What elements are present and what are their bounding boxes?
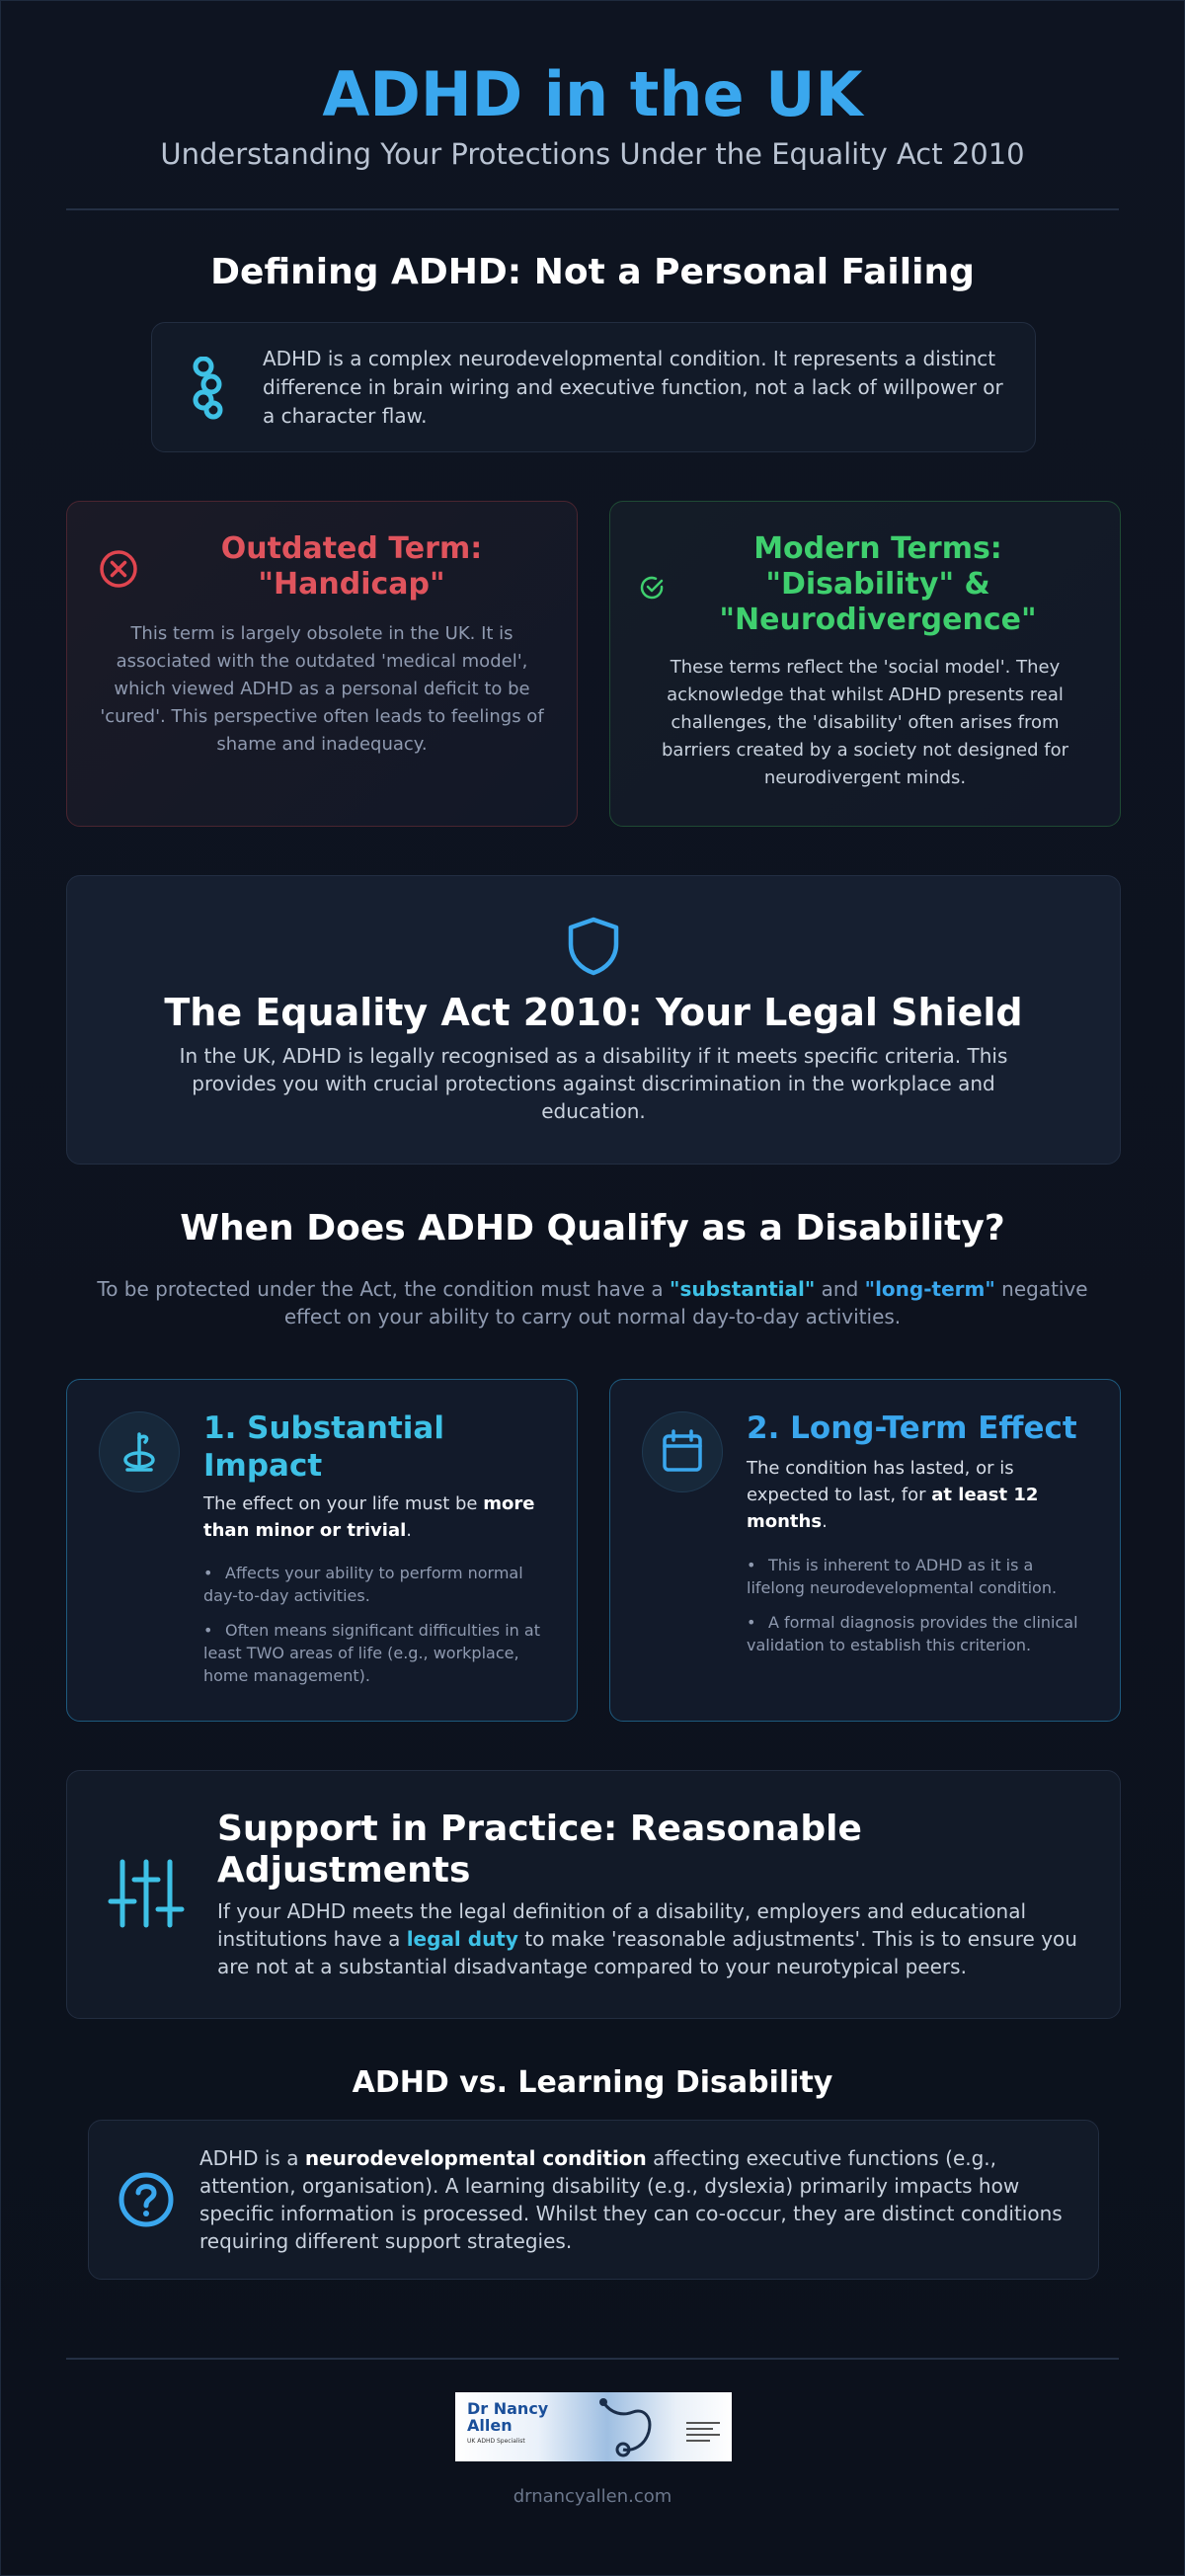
- long-term-body-text: The condition has lasted, or is expected to last, for: [747, 1458, 1014, 1505]
- equality-act-card: [66, 875, 1121, 1165]
- substantial-body-emphasis: more than minor or trivial: [203, 1493, 535, 1541]
- equality-act-heading: The Equality Act 2010: Your Legal Shield: [164, 991, 1023, 1034]
- check-circle-icon: [640, 575, 666, 604]
- list-item: • A formal diagnosis provides the clinical validation to establish this criterion.: [747, 1613, 1078, 1654]
- sliders-icon: [107, 1858, 186, 1933]
- logo-tagline: UK ADHD Specialist: [467, 2438, 525, 2445]
- outdated-term-text: This term is largely obsolete in the UK. It is associated with the outdated 'medical model', which viewed ADHD as a personal deficit to be 'cured'. This perspective often leads to feelings of shame and inadequacy.: [100, 623, 544, 755]
- long-term-body-end: .: [822, 1511, 828, 1532]
- list-item: • Often means significant difficulties in at least TWO areas of life (e.g., workplace, home management).: [203, 1621, 540, 1685]
- substantial-highlight: "substantial": [670, 1277, 816, 1301]
- divider: [66, 208, 1119, 210]
- long-term-highlight: "long-term": [864, 1277, 995, 1301]
- stethoscope-icon: [584, 2394, 682, 2461]
- substantial-body: [203, 1490, 547, 1544]
- logo-name-line1: Dr Nancy: [467, 2399, 549, 2418]
- adjustments-text-end: to make 'reasonable adjustments'. This is to ensure you are not at a substantial disadvantage compared to your neurotypical peers.: [217, 1927, 1077, 1978]
- qualify-intro-end: negative effect on your ability to carry out normal day-to-day activities.: [283, 1277, 1088, 1328]
- qualify-intro: [90, 1275, 1095, 1330]
- logo-text-lines: [686, 2422, 720, 2442]
- modern-term-text: These terms reflect the 'social model'. They acknowledge that whilst ADHD presents real challenges, the 'disability' often arises from barriers created by a society not designed for neurodivergent minds.: [661, 657, 1069, 788]
- question-circle-icon: [117, 2170, 176, 2233]
- modern-term-title: Modern Terms: "Disability" & "Neurodivergence": [719, 531, 1037, 637]
- legal-duty-highlight: legal duty: [406, 1927, 518, 1951]
- adjustments-text-part: If your ADHD meets the legal definition of a disability, employers and educational institutions have a: [217, 1899, 1027, 1951]
- list-item-text: This is inherent to ADHD as it is a lifelong neurodevelopmental condition.: [747, 1556, 1058, 1597]
- substantial-impact-card: [66, 1379, 578, 1722]
- adjustments-text: [217, 1897, 1084, 1980]
- calendar-icon: [642, 1411, 723, 1492]
- page-subtitle: Understanding Your Protections Under the Equality Act 2010: [160, 137, 1025, 171]
- substantial-title: 1. Substantial Impact: [203, 1410, 444, 1484]
- definition-card: [151, 322, 1036, 452]
- dna-icon: [190, 357, 229, 424]
- vs-text-end: affecting executive functions (e.g., attention, organisation). A learning disability (e.g., dyslexia) primarily impacts how specific information is processed. Whilst they can co-occur, they are distinct conditions requiring different support strategies.: [199, 2146, 1063, 2253]
- long-term-effect-card: [609, 1379, 1121, 1722]
- long-term-title: 2. Long-Term Effect: [747, 1410, 1077, 1446]
- logo-name-line2: Allen: [467, 2416, 513, 2435]
- outdated-term-title: Outdated Term: "Handicap": [220, 531, 483, 602]
- substantial-body-end: .: [406, 1520, 413, 1541]
- reasonable-adjustments-card: [66, 1770, 1121, 2019]
- vs-text-emphasis: neurodevelopmental condition: [304, 2146, 647, 2170]
- vs-text-part: ADHD is a: [199, 2146, 305, 2170]
- vs-card: [88, 2120, 1099, 2280]
- equality-act-text: In the UK, ADHD is legally recognised as a disability if it meets specific criteria. This provides you with crucial protections against discrimination in the workplace and education.: [179, 1044, 1008, 1123]
- substantial-list: [203, 1562, 547, 1699]
- list-item-text: A formal diagnosis provides the clinical validation to establish this criterion.: [747, 1613, 1078, 1654]
- defining-heading: Defining ADHD: Not a Personal Failing: [210, 252, 975, 292]
- substantial-body-text: The effect on your life must be: [203, 1493, 484, 1514]
- list-item: • This is inherent to ADHD as it is a lifelong neurodevelopmental condition.: [747, 1556, 1058, 1597]
- vs-heading: ADHD vs. Learning Disability: [352, 2065, 833, 2100]
- list-item-text: Affects your ability to perform normal day-to-day activities.: [203, 1564, 523, 1605]
- long-term-list: [747, 1554, 1090, 1668]
- logo: [455, 2392, 732, 2461]
- adjustments-heading: Support in Practice: Reasonable Adjustments: [217, 1809, 862, 1891]
- footer-divider: [66, 2358, 1119, 2360]
- long-term-body-emphasis: at least 12 months: [747, 1485, 1039, 1532]
- footer-url[interactable]: drnancyallen.com: [513, 2486, 672, 2507]
- modern-term-card: [609, 501, 1121, 827]
- list-item-text: Often means significant difficulties in at least TWO areas of life (e.g., workplace, home management).: [203, 1621, 540, 1685]
- logo-name: [467, 2400, 548, 2434]
- page-title: ADHD in the UK: [322, 58, 863, 130]
- qualify-heading: When Does ADHD Qualify as a Disability?: [180, 1208, 1005, 1248]
- list-item: • Affects your ability to perform normal day-to-day activities.: [203, 1564, 523, 1605]
- qualify-intro-and: and: [815, 1277, 865, 1301]
- outdated-term-card: [66, 501, 578, 827]
- scale-icon: [99, 1411, 180, 1492]
- x-circle-icon: [99, 549, 138, 593]
- shield-icon: [566, 916, 621, 981]
- vs-text: [199, 2144, 1072, 2255]
- definition-text: ADHD is a complex neurodevelopmental condition. It represents a distinct difference in brain wiring and executive function, not a lack of willpower or a character flaw.: [263, 347, 1003, 428]
- long-term-body: [747, 1455, 1061, 1535]
- qualify-intro-text: To be protected under the Act, the condition must have a: [97, 1277, 671, 1301]
